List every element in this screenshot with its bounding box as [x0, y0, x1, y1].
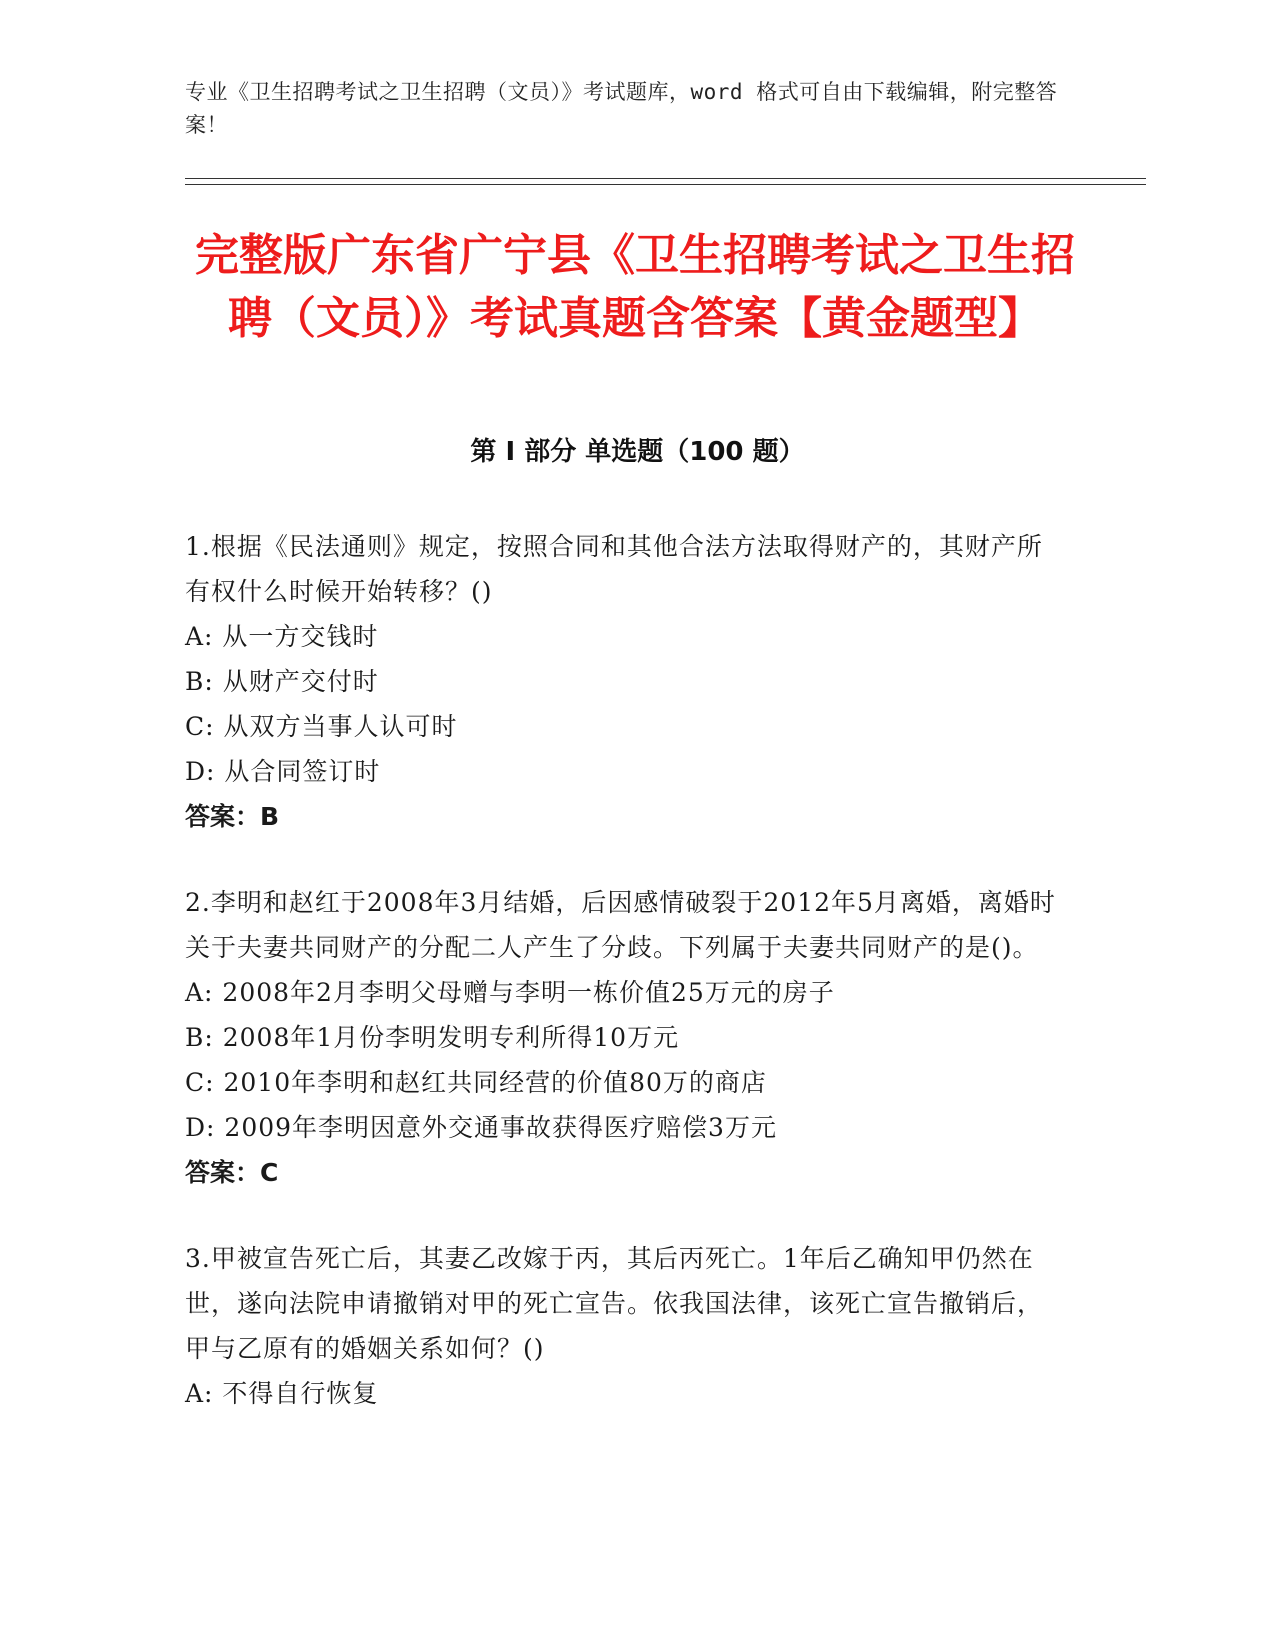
option-c: C: 从双方当事人认可时 [185, 712, 458, 741]
option-d: D: 从合同签订时 [185, 757, 381, 786]
answer: 答案：B [185, 802, 280, 831]
question-2 [185, 880, 1065, 1195]
answer: 答案：C [185, 1158, 279, 1187]
question-stem: 1.根据《民法通则》规定，按照合同和其他合法方法取得财产的，其财产所有权什么时候开始转移？() [185, 532, 1043, 606]
question-1 [185, 524, 1065, 839]
document-title: 完整版广东省广宁县《卫生招聘考试之卫生招聘（文员）》考试真题含答案【黄金题型】 [195, 230, 1075, 344]
option-a: A: 不得自行恢复 [185, 1379, 379, 1408]
question-stem: 3.甲被宣告死亡后，其妻乙改嫁于丙，其后丙死亡。1年后乙确知甲仍然在世，遂向法院申请撤销对甲的死亡宣告。依我国法律，该死亡宣告撤销后，甲与乙原有的婚姻关系如何？() [185, 1244, 1044, 1363]
section-heading: 第 I 部分 单选题（100 题） [470, 437, 805, 467]
option-a: A: 从一方交钱时 [185, 622, 379, 651]
option-a: A: 2008年2月李明父母赠与李明一栋价值25万元的房子 [185, 978, 835, 1007]
option-d: D: 2009年李明因意外交通事故获得医疗赔偿3万元 [185, 1113, 777, 1142]
question-3 [185, 1236, 1065, 1416]
question-stem: 2.李明和赵红于2008年3月结婚，后因感情破裂于2012年5月离婚，离婚时关于夫妻共同财产的分配二人产生了分歧。下列属于夫妻共同财产的是()。 [185, 888, 1056, 962]
header-rule-top [185, 178, 1146, 179]
header-note: 专业《卫生招聘考试之卫生招聘（文员）》考试题库，word 格式可自由下载编辑，附完整答案！ [185, 80, 1058, 137]
header-rule-bottom [185, 184, 1146, 185]
option-c: C: 2010年李明和赵红共同经营的价值80万的商店 [185, 1068, 767, 1097]
option-b: B: 从财产交付时 [185, 667, 379, 696]
option-b: B: 2008年1月份李明发明专利所得10万元 [185, 1023, 680, 1052]
